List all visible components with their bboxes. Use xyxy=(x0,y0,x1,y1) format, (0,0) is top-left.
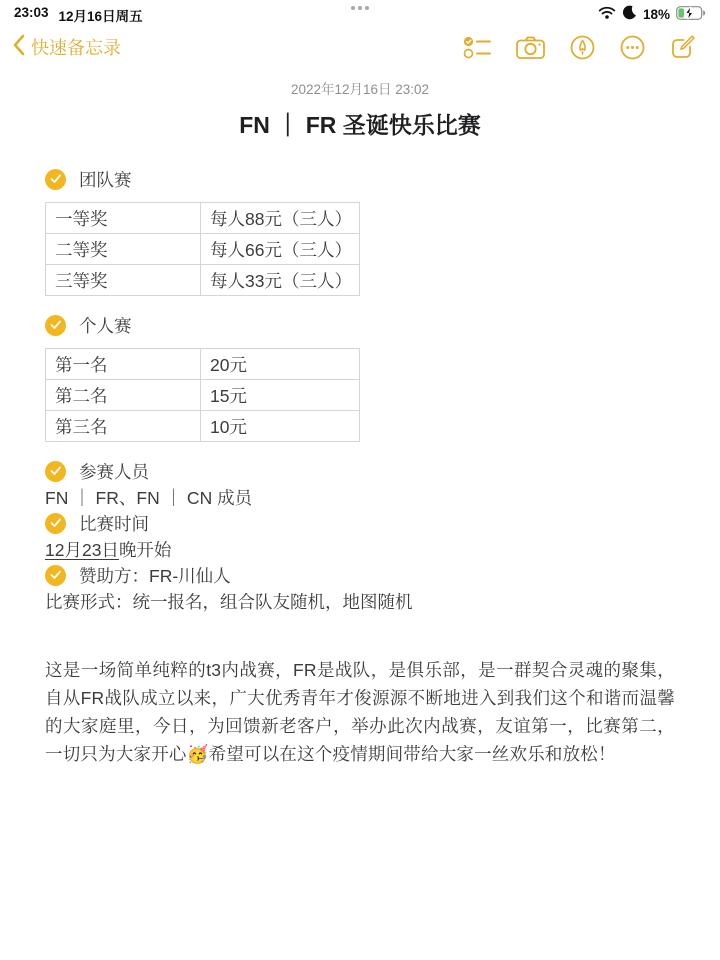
table-cell[interactable]: 每人88元（三人） xyxy=(201,203,360,234)
checklist-label: 赞助方：FR-川仙人 xyxy=(79,565,231,586)
table-cell[interactable]: 第一名 xyxy=(46,349,201,380)
toolbar xyxy=(463,34,696,60)
back-button[interactable] xyxy=(12,34,121,61)
checklist-item-team xyxy=(45,166,675,192)
checklist-label: 团队赛 xyxy=(79,169,132,190)
note-paragraph: 这是一场简单纯粹的t3内战赛，FR是战队，是俱乐部，是一群契合灵魂的聚集，自从FR战队成立以来，广大优秀青年才俊源源不断地进入到我们这个和谐而温馨的大家庭里，今日，为回馈新老客户，举办此次内战赛，友谊第一，比赛第二，一切只为大家开心🥳希望可以在这个疫情期间带给大家一丝欢乐和放松！ xyxy=(45,660,675,764)
status-date: 12月16日周五 xyxy=(58,9,143,24)
team-prize-table xyxy=(45,202,360,296)
note-editor[interactable] xyxy=(0,78,720,768)
checklist-item-time xyxy=(45,510,675,536)
back-chevron-icon xyxy=(12,34,25,61)
markup-icon[interactable] xyxy=(570,35,595,60)
multitasking-indicator-icon[interactable] xyxy=(351,6,369,10)
checklist-label: 个人赛 xyxy=(79,315,132,336)
checkbox-checked-icon[interactable] xyxy=(45,315,66,336)
battery-percent: 18% xyxy=(642,6,670,22)
table-cell[interactable]: 20元 xyxy=(201,349,360,380)
schedule-line xyxy=(45,536,675,562)
checklist-label: 参赛人员 xyxy=(79,461,149,482)
checkbox-checked-icon[interactable] xyxy=(45,513,66,534)
table-row xyxy=(46,349,360,380)
table-row xyxy=(46,265,360,296)
checkbox-checked-icon[interactable] xyxy=(45,169,66,190)
table-row xyxy=(46,203,360,234)
format-line: 比赛形式：统一报名，组合队友随机，地图随机 xyxy=(45,591,413,612)
checklist-label: 比赛时间 xyxy=(79,513,149,534)
note-title: FN ｜ FR 圣诞快乐比赛 xyxy=(239,112,481,138)
table-cell[interactable]: 第二名 xyxy=(46,380,201,411)
table-cell[interactable]: 二等奖 xyxy=(46,234,201,265)
more-icon[interactable] xyxy=(620,35,645,60)
compose-icon[interactable] xyxy=(670,34,696,60)
note-timestamp: 2022年12月16日 23:02 xyxy=(290,82,430,97)
table-cell[interactable]: 10元 xyxy=(201,411,360,442)
table-cell[interactable]: 一等奖 xyxy=(46,203,201,234)
date-detector-link[interactable]: 12月23日 xyxy=(45,539,119,560)
table-cell[interactable]: 15元 xyxy=(201,380,360,411)
status-bar xyxy=(0,0,720,26)
table-row xyxy=(46,234,360,265)
checkbox-checked-icon[interactable] xyxy=(45,565,66,586)
checklist-icon[interactable] xyxy=(463,36,491,59)
back-label: 快速备忘录 xyxy=(31,38,121,58)
schedule-rest: 晚开始 xyxy=(118,539,172,560)
table-cell[interactable]: 每人33元（三人） xyxy=(201,265,360,296)
participants-line: FN ｜ FR、FN ｜ CN 成员 xyxy=(45,487,253,508)
table-cell[interactable]: 每人66元（三人） xyxy=(201,234,360,265)
checklist-item-sponsor xyxy=(45,562,675,588)
checklist-item-individual xyxy=(45,312,675,338)
nav-bar xyxy=(0,26,720,68)
battery-charging-icon xyxy=(676,6,706,23)
checkbox-checked-icon[interactable] xyxy=(45,461,66,482)
clock-time: 23:03 xyxy=(14,5,49,20)
wifi-icon xyxy=(598,6,616,22)
focus-moon-icon xyxy=(622,5,637,23)
camera-icon[interactable] xyxy=(516,36,545,59)
checklist-item-participants xyxy=(45,458,675,484)
table-cell[interactable]: 三等奖 xyxy=(46,265,201,296)
table-cell[interactable]: 第三名 xyxy=(46,411,201,442)
table-row xyxy=(46,380,360,411)
individual-prize-table xyxy=(45,348,360,442)
table-row xyxy=(46,411,360,442)
